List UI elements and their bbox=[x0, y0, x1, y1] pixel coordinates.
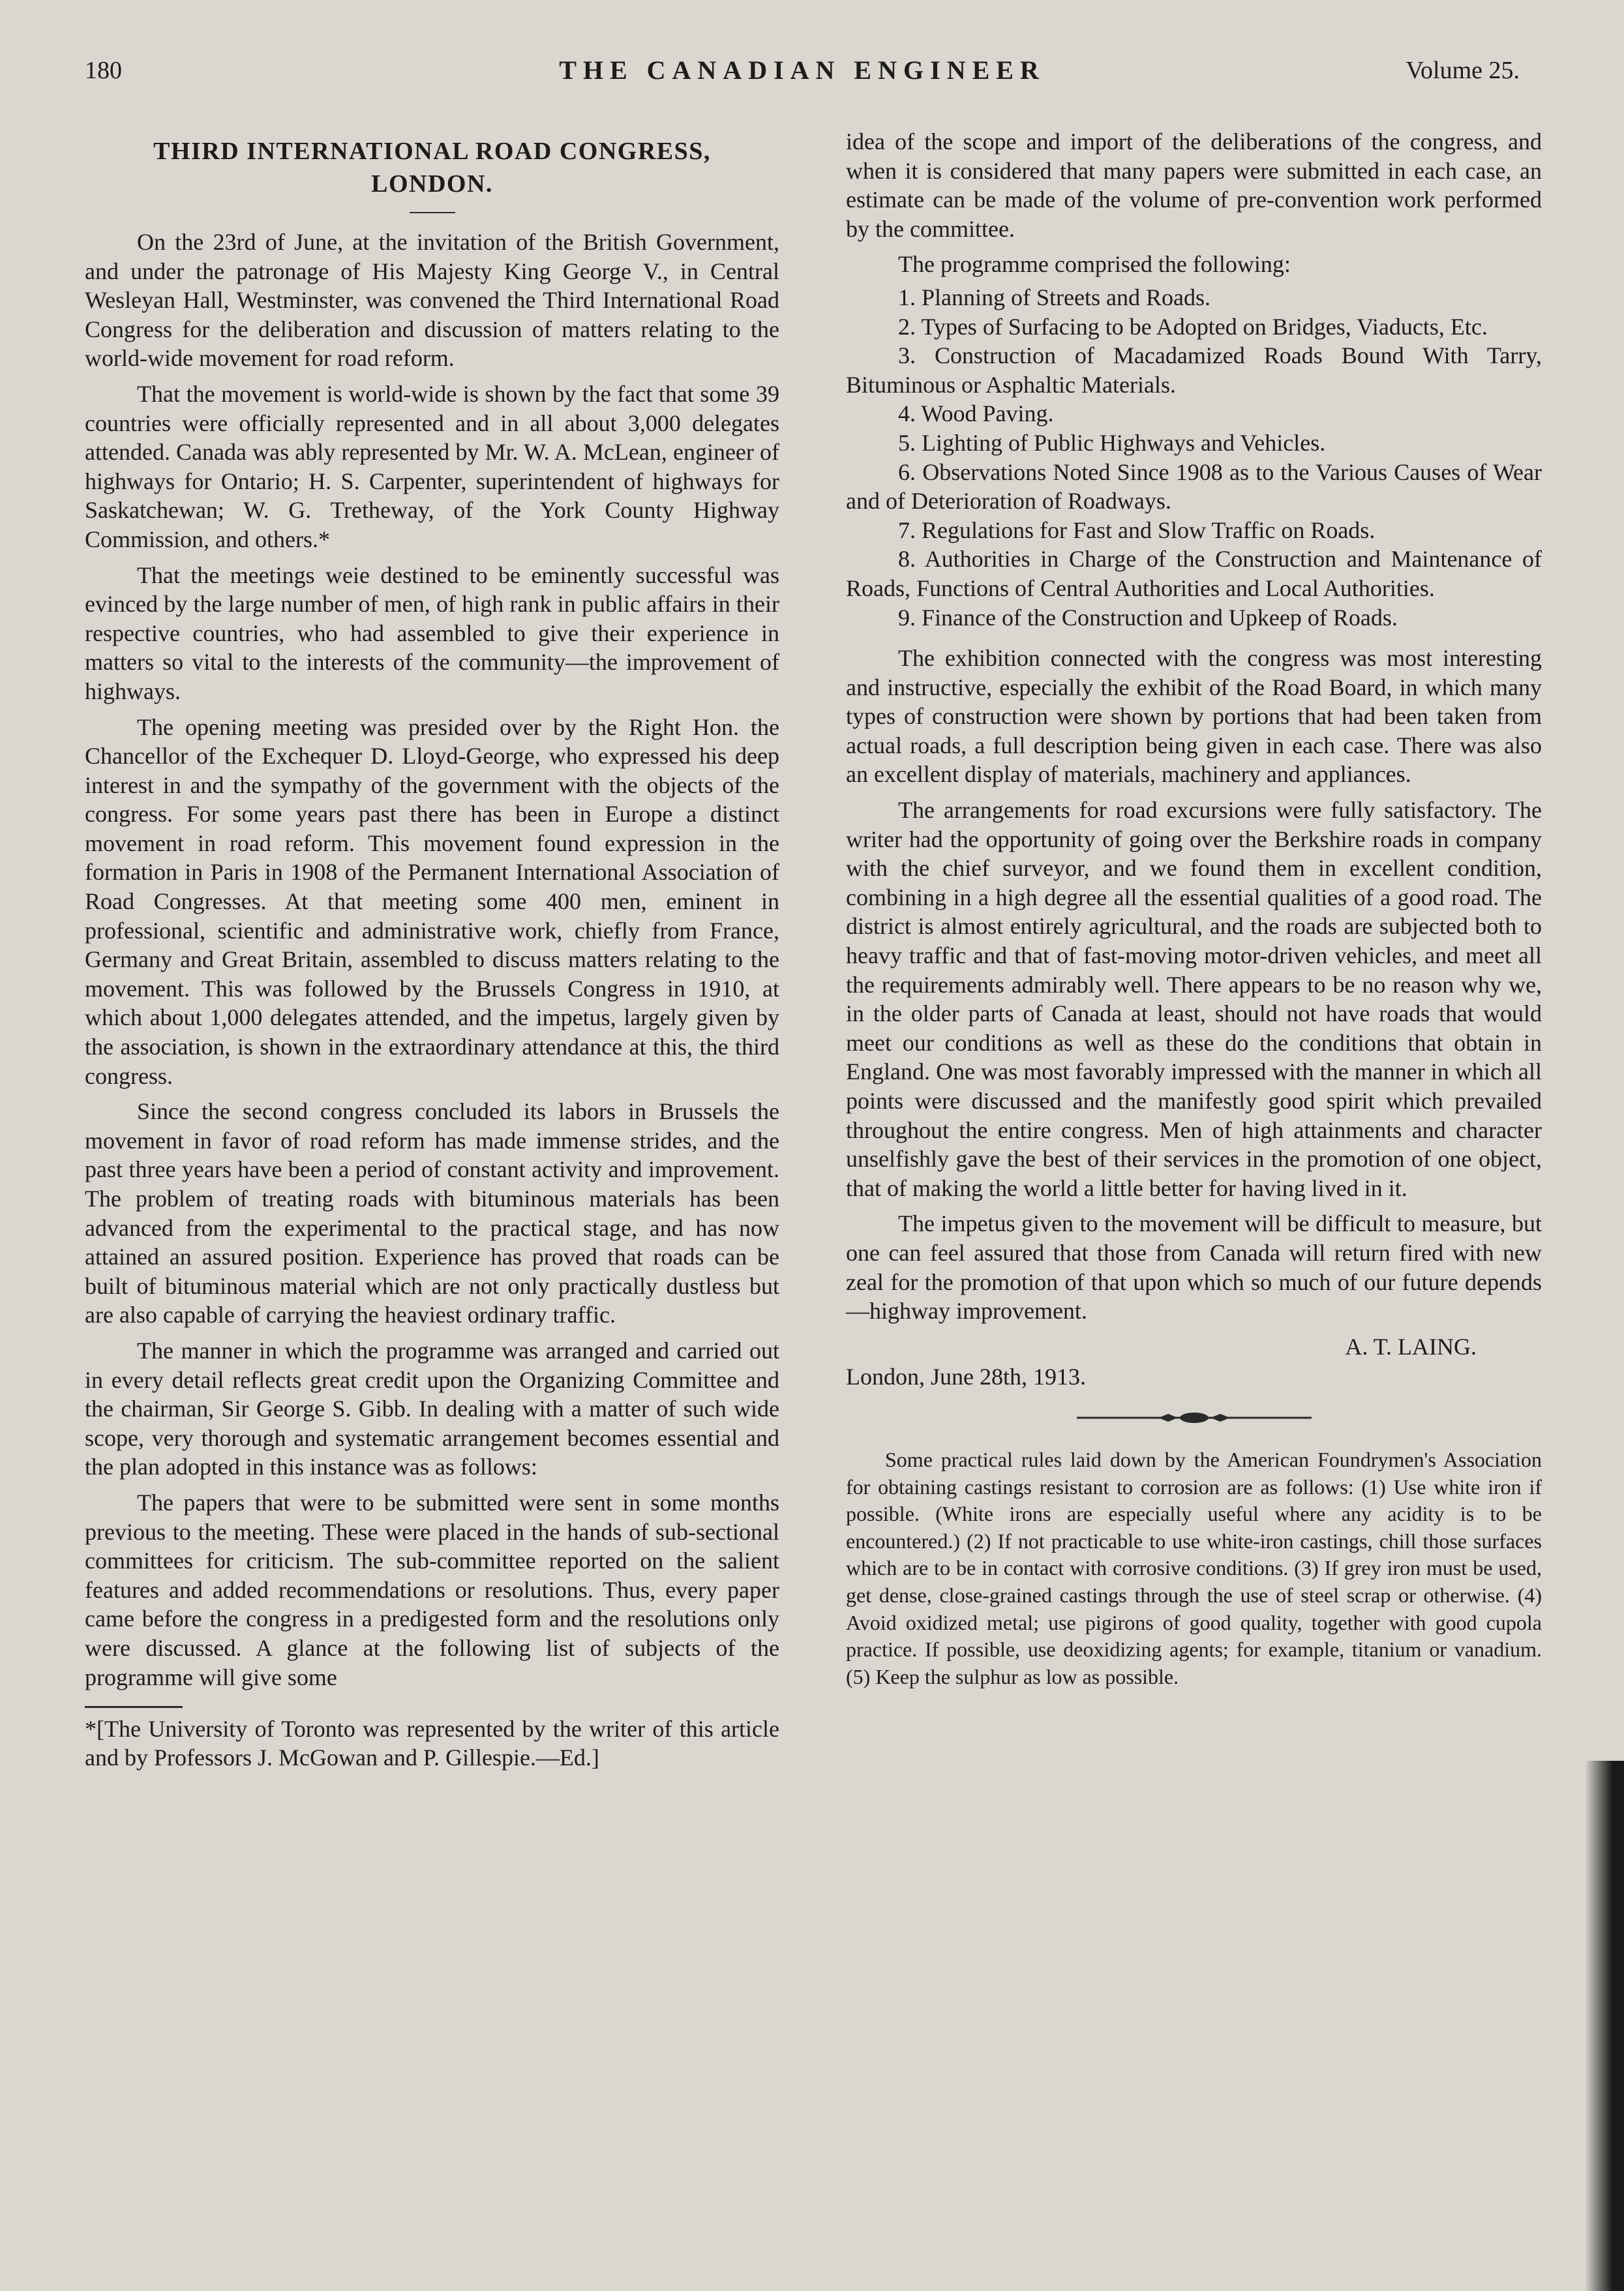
article-paragraph-continued: idea of the scope and import of the deliberations of the congress, and when it is considered that many papers were submitted in each case, an estimate can be made of the volume of pre-convention work performed by the committee. bbox=[846, 128, 1542, 242]
programme-intro: The programme comprised the following: bbox=[898, 251, 1291, 278]
article-paragraph: The exhibition connected with the congress was most interesting and instructive, especially the exhibit of the Road Board, in which many types of construction were shown by portions that had been taken from actual roads, a full description being given in each case. There was also an excellent display of materials, machinery and appliances. bbox=[846, 645, 1542, 788]
programme-list bbox=[846, 283, 1542, 632]
dateline: London, June 28th, 1913. bbox=[846, 1364, 1086, 1390]
article-paragraph: That the movement is world-wide is shown by the fact that some 39 countries were officially represented and in all about 3,000 delegates attended. Canada was ably represented by Mr. W. A. McLean, engineer of highways for Ontario; H. S. Carpenter, superintendent of highways for Saskatchewan; W. G. Tretheway, of the York County Highway Commission, and others.* bbox=[85, 380, 779, 552]
left-column bbox=[85, 127, 779, 1772]
programme-item: 4. Wood Paving. bbox=[898, 400, 1054, 427]
article-paragraph: That the meetings weie destined to be eminently successful was evinced by the large number of men, of high rank in public affairs in their respective countries, who had assembled to give their experience in matters so vital to the interests of the community—the improvement of highways. bbox=[85, 562, 779, 704]
article-title-line2: LONDON. bbox=[371, 170, 493, 198]
article-paragraph: The manner in which the programme was arranged and carried out in every detail reflects great credit upon the Organizing Committee and the chairman, Sir George S. Gibb. In dealing with a matter of such wide scope, very thorough and systematic arrangement becomes essential and the plan adopted in this instance was as follows: bbox=[85, 1337, 779, 1480]
foundry-note: Some practical rules laid down by the American Foundrymen's Association for obtaining castings resistant to corrosion are as follows: (1) Use white iron if possible. (White irons are especially useful where any acidity is to be encountered.) (2) If not practicable to use white-iron castings, chill those surfaces which are to be in contact with corrosive conditions. (3) If grey iron must be used, get dense, close-grained castings through the use of steel scrap or otherwise. (4) Avoid oxidized metal; use pigirons of good quality, together with good cupola practice. If possible, use deoxidizing agents; for example, titanium or vanadium. (5) Keep the sulphur as low as possible. bbox=[846, 1447, 1542, 1688]
page-header bbox=[85, 52, 1520, 98]
programme-item: 5. Lighting of Public Highways and Vehicles. bbox=[898, 429, 1326, 456]
footnote-divider bbox=[85, 1706, 183, 1708]
volume-label: Volume 25. bbox=[1406, 57, 1520, 84]
footnote: *[The University of Toronto was represented by the writer of this article and by Professors J. McGowan and P. Gillespie.—Ed.] bbox=[85, 1716, 779, 1771]
programme-item: 1. Planning of Streets and Roads. bbox=[898, 284, 1210, 310]
ornament-divider-icon bbox=[1077, 1410, 1312, 1426]
programme-item: 9. Finance of the Construction and Upkeep of Roads. bbox=[898, 604, 1398, 631]
article-title bbox=[85, 135, 779, 200]
page-edge-shadow bbox=[1585, 1761, 1624, 2291]
journal-title: THE CANADIAN ENGINEER bbox=[559, 55, 1045, 85]
article-paragraph: Since the second congress concluded its labors in Brussels the movement in favor of road reform has made immense strides, and the past three years have been a period of constant activity and improvement. The problem of treating roads with bituminous materials has been advanced from the experimental to the practical stage, and has now attained an assured position. Experience has proved that roads can be built of bituminous material which are not only practically dustless but are also capable of carrying the heaviest ordinary traffic. bbox=[85, 1098, 779, 1328]
programme-item: 2. Types of Surfacing to be Adopted on Bridges, Viaducts, Etc. bbox=[898, 313, 1488, 340]
author-signature: A. T. LAING. bbox=[1345, 1333, 1477, 1360]
article-title-line1: THIRD INTERNATIONAL ROAD CONGRESS, bbox=[153, 138, 711, 165]
page-number: 180 bbox=[85, 57, 122, 84]
right-column bbox=[846, 127, 1542, 1690]
programme-item: 7. Regulations for Fast and Slow Traffic on Roads. bbox=[898, 517, 1376, 543]
article-paragraph: The arrangements for road excursions were fully satisfactory. The writer had the opportunity of going over the Berkshire roads in company with the chief surveyor, and we found them in excellent condition, combining in a high degree all the essential qualities of a good road. The district is almost entirely agricultural, and the roads are subjected both to heavy traffic and that of fast-moving motor-driven vehicles, and meet all the requirements admirably well. There appears to be no reason why we, in the older parts of Canada at least, should not have roads that would meet our conditions as well as these do the conditions that obtain in England. One was most favorably impressed with the manner in which all points were discussed and the manifestly good spirit which prevailed throughout the entire congress. Men of high attainments and character unselfishly gave the best of their services in the promotion of one object, that of making the world a little better for having lived in it. bbox=[846, 797, 1542, 1201]
article-paragraph: The opening meeting was presided over by the Right Hon. the Chancellor of the Exchequer D. Lloyd-George, who expressed his deep interest in and the sympathy of the government with the objects of the congress. For some years past there has been in Europe a distinct movement in road reform. This movement found expression in the formation in Paris in 1908 of the Permanent International Association of Road Congresses. At that meeting some 400 men, eminent in professional, scientific and administrative work, chiefly from France, Germany and Great Britain, assembled to discuss matters relating to the movement. This was followed by the Brussels Congress in 1910, at which about 1,000 delegates attended, and the impetus, largely given by the association, is shown in the extraordinary attendance at this, the third congress. bbox=[85, 713, 779, 1089]
programme-item: 8. Authorities in Charge of the Construction and Maintenance of Roads, Functions of Central Authorities and Local Authorities. bbox=[846, 546, 1542, 601]
programme-item: 6. Observations Noted Since 1908 as to the Various Causes of Wear and of Deterioration of Roadways. bbox=[846, 458, 1542, 515]
article-paragraph: On the 23rd of June, at the invitation of the British Government, and under the patronage of His Majesty King George V., in Central Wesleyan Hall, Westminster, was convened the Third International Road Congress for the deliberation and discussion of matters relating to the world-wide movement for road reform. bbox=[85, 229, 779, 372]
programme-item: 3. Construction of Macadamized Roads Bound With Tarry, Bituminous or Asphaltic Materials. bbox=[846, 342, 1542, 398]
article-paragraph: The papers that were to be submitted were sent in some months previous to the meeting. These were placed in the hands of sub-sectional committees for criticism. The sub-committee reported on the salient features and added recommendations or resolutions. Thus, every paper came before the congress in a predigested form and the resolutions only were discussed. A glance at the following list of subjects of the programme will give some bbox=[85, 1489, 779, 1690]
title-divider bbox=[410, 212, 455, 213]
article-paragraph: The impetus given to the movement will be difficult to measure, but one can feel assured that those from Canada will return fired with new zeal for the promotion of that upon which so much of our future depends—highway improvement. bbox=[846, 1210, 1542, 1325]
